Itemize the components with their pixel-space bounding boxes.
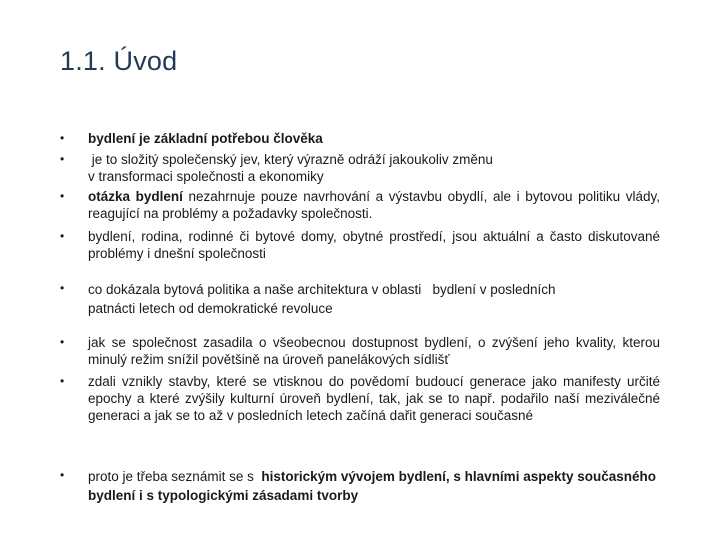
list-item-bold: historickým vývojem bydlení, s hlavními aspekty současného bydlení i s typologickými zásadami tvorby — [88, 469, 656, 503]
list-item-rest: nezahrnuje pouze navrhování a výstavbu obydlí, ale i bytovou politiku vlády, reagující na problémy a požadavky společnosti. — [88, 189, 660, 221]
list-item-text: bydlení je základní potřebou člověka — [88, 131, 323, 146]
list-item-text — [88, 188, 660, 222]
list-item-text — [88, 280, 660, 318]
list-item-text — [88, 467, 660, 505]
bullet-icon: • — [60, 374, 65, 388]
list-item-plain: proto je třeba seznámit se s — [88, 469, 262, 484]
bullet-icon: • — [60, 335, 65, 349]
bullet-icon: • — [60, 189, 65, 203]
list-item-text: jak se společnost zasadila o všeobecnou dostupnost bydlení, o zvýšení jeho kvality, kterou minulý režim snížil povětšině na úroveň panelákových sídlišť — [88, 335, 660, 367]
bullet-icon: • — [60, 281, 65, 295]
list-item-bold: otázka bydlení — [88, 189, 183, 204]
list-item-line: co dokázala bytová politika a naše architektura v oblasti bydlení v posledních — [88, 282, 556, 297]
bullet-icon: • — [60, 468, 65, 482]
list-item-text — [88, 151, 660, 185]
list-item-line: je to složitý společenský jev, který výrazně odráží jakoukoliv změnu — [88, 152, 493, 167]
list-item-text: bydlení, rodina, rodinné či bytové domy, obytné prostředí, jsou aktuální a často diskutované problémy i dnešní společnosti — [88, 229, 660, 261]
list-item-text: zdali vznikly stavby, které se vtisknou do povědomí budoucí generace jako manifesty určité epochy a které zvýšily kulturní úroveň bydlení, tak, jak se to např. podařilo naší meziválečné generaci a jak se to až v posledních letech začíná dařit generaci současné — [88, 374, 660, 423]
slide-title: 1.1. Úvod — [60, 46, 178, 76]
bullet-icon: • — [60, 152, 65, 166]
bullet-icon: • — [60, 131, 65, 145]
bullet-icon: • — [60, 229, 65, 243]
list-item-line: patnácti letech od demokratické revoluce — [88, 301, 333, 316]
list-item-line: v transformaci společnosti a ekonomiky — [88, 169, 324, 184]
